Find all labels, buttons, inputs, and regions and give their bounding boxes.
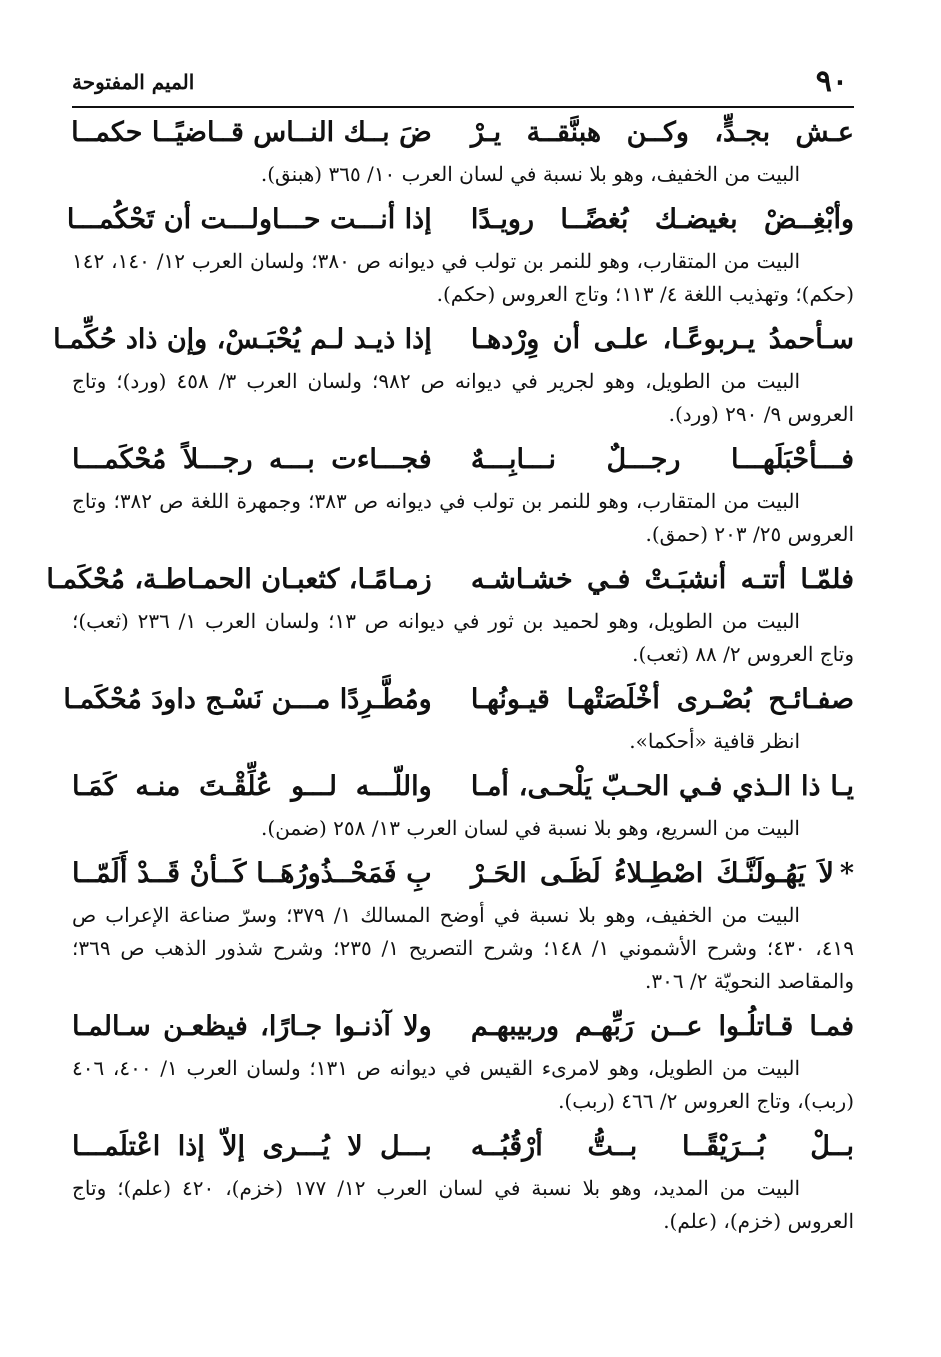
entry: [46, 555, 854, 671]
entry: [72, 435, 854, 551]
citation-note: البيت من الطويل، وهو لجرير في ديوانه ص ٩٨٢؛ ولسان العرب ٣/ ٤٥٨ (ورد)؛ وتاج العروس ٩/ ٢٩٠ (ورد).: [72, 369, 854, 426]
verse-line: [72, 1002, 854, 1052]
verse-line: [72, 849, 854, 899]
citation-note: البيت من الخفيف، وهو بلا نسبة في أوضح المسالك ١/ ٣٧٩؛ وسرّ صناعة الإعراب ص ٤١٩، ٤٣٠؛ وشرح الأشموني ١/ ١٤٨؛ وشرح التصريح ١/ ٢٣٥؛ وشرح شذور الذهب ص ٣٦٩؛ والمقاصد النحويّة ٢/ ٣٠٦.: [72, 903, 854, 993]
verse-second-hemistich: ومُطَّـرِدًا مـــن نَسْـج داودَ مُحْكَمـا: [63, 684, 432, 715]
verse-first-hemistich: بــلْ بُــرَيْقًــا بــتُّ أرْقُبُــه: [470, 1131, 854, 1162]
citation-note: البيت من المتقارب، وهو للنمر بن تولب في ديوانه ص ٣٨٠؛ ولسان العرب ١٢/ ١٤٠، ١٤٢ (حكم)؛ وتهذيب اللغة ٤/ ١١٣؛ وتاج العروس (حكم).: [72, 249, 854, 306]
page-number: ٩٠: [806, 64, 848, 99]
citation-note: البيت من الخفيف، وهو بلا نسبة في لسان العرب ١٠/ ٣٦٥ (هبنق).: [260, 162, 800, 186]
verse-second-hemistich: بـــل لا يُـــرى إلاّ إذا اعْتلَمـــا: [72, 1131, 432, 1162]
verse-first-hemistich: يـا ذا الـذي فـي الحـبّ يَلْحـى، أمـا: [470, 771, 854, 802]
verse-line: [46, 555, 854, 605]
verse-line: [53, 315, 854, 365]
verse-second-hemistich: إذا ذيـد لـم يُحْبَـسْ، وإن ذاد حُكِّمـا: [53, 324, 432, 355]
citation-note: البيت من الطويل، وهو لحميد بن ثور في ديوانه ص ١٣؛ ولسان العرب ١/ ٢٣٦ (ثعب)؛ وتاج العروس ٢/ ٨٨ (ثعب).: [72, 609, 854, 666]
entry: [72, 1002, 854, 1118]
verse-first-hemistich-text: لاَ يَهُـولَنَّـكَ اصْطِـلاءُ لَظَـى الحَـرْ: [470, 858, 834, 889]
verse-second-hemistich: بِ فَمَحْــذُورُهَــا كَــأنْ قَــدْ أَلَمّــا: [72, 858, 432, 889]
verse-first-hemistich: صفـائـح بُصْـرى أخْلَصَتْهـا قيـونُهـا: [470, 684, 854, 715]
entry: [72, 849, 854, 998]
verse-line: [72, 108, 854, 158]
verse-second-hemistich: ضَ بــك النــاس قــاضيًــا حكمــا: [71, 117, 432, 148]
entry: [72, 1122, 854, 1238]
page-header: [72, 62, 854, 108]
asterisk-marker: *: [839, 858, 854, 889]
verse-line: [66, 195, 854, 245]
verse-first-hemistich: [471, 849, 854, 899]
citation-note: انظر قافية «أحكما».: [629, 729, 800, 753]
verse-second-hemistich: زمـامًـا، كثعبـان الحمـاطـة، مُحْكَمـا: [46, 564, 432, 595]
verse-second-hemistich: واللّـــه لـــو عُلِّقْـتَ منـه كَمَـا: [72, 771, 432, 802]
entry: [72, 108, 854, 191]
book-page: [46, 62, 854, 1242]
citation-note: البيت من المتقارب، وهو للنمر بن تولب في ديوانه ص ٣٨٣؛ وجمهرة اللغة ص ٣٨٢؛ وتاج العروس ٢٥/ ٢٠٣ (حمق).: [72, 489, 854, 546]
verse-first-hemistich: فمـا قـاتلُـوا عــن رَبِّهـم وربيبهـم: [470, 1011, 854, 1042]
entry: [63, 675, 854, 758]
verse-line: [72, 1122, 854, 1172]
verse-first-hemistich: سـأحمدُ يـربوعًـا، علـى أن وِرْدهـا: [470, 324, 854, 355]
verse-first-hemistich: وأبْغِــضْ بغيضـك بُغضًــا رويـدًا: [470, 204, 854, 235]
citation-note: البيت من المديد، وهو بلا نسبة في لسان العرب ١٢/ ١٧٧ (خزم)، ٤٢٠ (علم)؛ وتاج العروس (خزم)، (علم).: [72, 1176, 854, 1233]
citation-note: البيت من الطويل، وهو لامرىء القيس في ديوانه ص ١٣١؛ ولسان العرب ١/ ٤٠٠، ٤٠٦ (ربب)، وتاج العروس ٢/ ٤٦٦ (ربب).: [72, 1056, 854, 1113]
verse-first-hemistich: فلمّـا أتتـه أنشبَـتْ فـي خشـاشـه: [470, 564, 854, 595]
running-title: الميم المفتوحة: [72, 70, 204, 94]
verse-second-hemistich: ولا آذنـوا جـارًا، فيظعـن سـالمـا: [72, 1011, 432, 1042]
entry: [53, 315, 854, 431]
verse-line: [72, 435, 854, 485]
verse-line: [72, 762, 854, 812]
verse-second-hemistich: فجـــاءت بـــه رجـــلاً مُحْكَمـــا: [72, 444, 432, 475]
entry: [66, 195, 854, 311]
verse-first-hemistich: فـــأحْبَلَهـــا رجـــلٌ نـــابِـــهٌ: [470, 444, 854, 475]
citation-note: البيت من السريع، وهو بلا نسبة في لسان العرب ١٣/ ٢٥٨ (ضمن).: [261, 816, 800, 840]
verse-second-hemistich: إذا أنـــت حـــاولـــت أن تَحْكُمـــا: [66, 204, 432, 235]
verse-line: [63, 675, 854, 725]
entries-list: [46, 108, 854, 1238]
entry: [72, 762, 854, 845]
verse-first-hemistich: عـش بجـدٍّ، وكــن هبنَّقــة يـرْ: [470, 117, 854, 148]
